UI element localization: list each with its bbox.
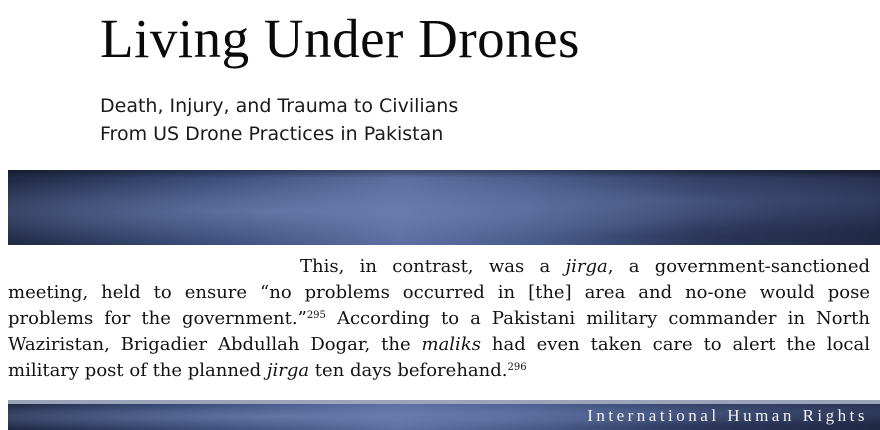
italic-term-maliks: maliks (421, 334, 481, 355)
italic-term-jirga: jirga (266, 360, 310, 381)
document-subtitle (100, 92, 458, 148)
paragraph-line-3 (8, 306, 870, 332)
text-span: , a government-sanctioned (607, 256, 871, 277)
text-span: According to a Pakistani military commander in North (325, 308, 871, 329)
text-span: had even taken care to alert the local (480, 334, 870, 355)
cover-photo-band (8, 170, 880, 245)
footnote-ref-295[interactable]: 295 (306, 310, 326, 321)
footer-label: International Human Rights (587, 406, 868, 425)
text-span: ten days beforehand. (309, 360, 508, 381)
text-span: problems for the government.” (8, 308, 307, 329)
text-span: military post of the planned (8, 360, 267, 381)
text-span: Waziristan, Brigadier Abdullah Dogar, the (8, 334, 422, 355)
paragraph-line-4 (8, 332, 870, 358)
document-title: Living Under Drones (100, 8, 580, 69)
paragraph-line-1 (8, 254, 870, 280)
body-paragraph (8, 254, 870, 384)
paragraph-line-5 (8, 358, 870, 384)
text-span: This, in contrast, was a (300, 256, 566, 277)
subtitle-line-1: Death, Injury, and Trauma to Civilians (100, 95, 459, 117)
subtitle-line-2: From US Drone Practices in Pakistan (100, 123, 444, 145)
paragraph-line-2: meeting, held to ensure “no problems occurred in [the] area and no-one would pose (8, 282, 870, 303)
italic-term-jirga: jirga (565, 256, 608, 277)
footer-band (8, 400, 880, 430)
footnote-ref-296[interactable]: 296 (507, 362, 527, 373)
